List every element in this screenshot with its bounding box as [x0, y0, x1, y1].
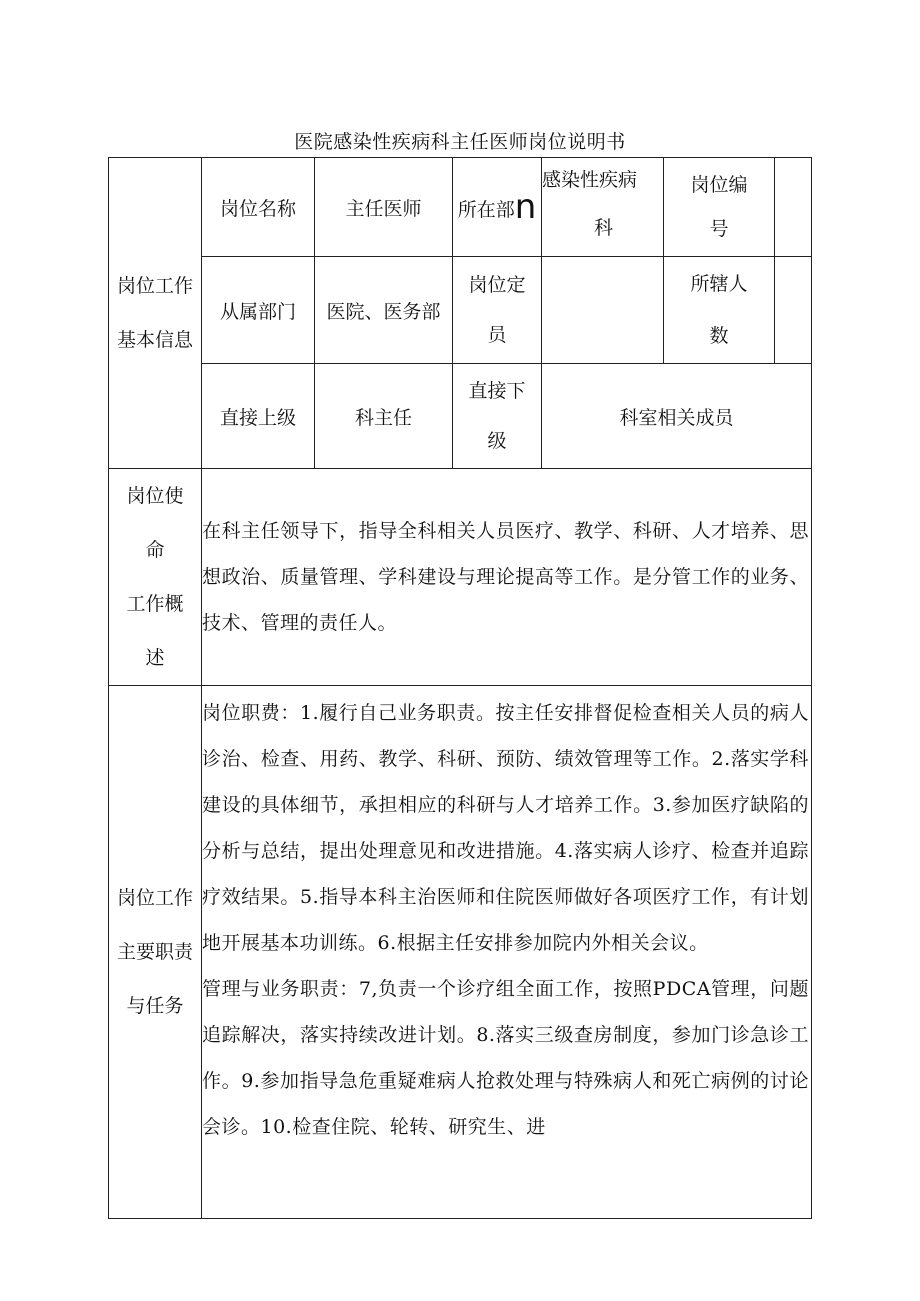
direct-sub-label-line1: 直接下	[468, 380, 526, 402]
duties-paragraph-1: 岗位职费：1.履行自己业务职责。按主任安排督促检查相关人员的病人诊治、检查、用药、教学、科研、预防、绩效管理等工作。2.落实学科建设的具体细节，承担相应的科研与人才培养工作。3.参加医疗缺陷的分析与总结，提出处理意见和改进措施。4.落实病人诊疗、检查并追踪疗效结果。5.指导本科主治医师和住院医师做好各项医疗工作，有计划地开展基本功训练。6.根据主任安排参加院内外相关会议。	[202, 702, 809, 954]
basic-info-section-label	[109, 158, 202, 469]
mission-label-line4: 述	[145, 647, 165, 669]
basic-info-label-line2: 基本信息	[116, 329, 193, 351]
staffing-value	[542, 257, 664, 364]
affiliation-label: 从属部门	[202, 257, 315, 364]
page-title: 医院感染性疾病科主任医师岗位说明书	[294, 131, 626, 153]
duties-section-label	[109, 686, 202, 1219]
subordinates-count-label-line1: 所辖人	[690, 273, 748, 295]
department-value-line1: 感染性疾病	[542, 169, 638, 191]
mission-text: 在科主任领导下，指导全科相关人员医疗、教学、科研、人才培养、思想政治、质量管理、学科建设与理论提高等工作。是分管工作的业务、技术、管理的责任人。	[202, 520, 809, 634]
mission-label-line3: 工作概	[126, 593, 184, 615]
department-value	[542, 158, 664, 257]
mission-label-line1: 岗位使	[126, 485, 184, 507]
duties-label-line2: 主要职责	[116, 941, 193, 963]
department-label-tail: n	[514, 187, 537, 227]
duties-label-line3: 与任务	[126, 995, 184, 1017]
duties-paragraph-2: 管理与业务职责：7,负责一个诊疗组全面工作，按照PDCA管理，问题追踪解决，落实持续改进计划。8.落实三级查房制度，参加门诊急诊工作。9.参加指导急危重疑难病人抢救处理与特殊病人和死亡病例的讨论会诊。10.检查住院、轮转、研究生、进	[202, 978, 809, 1138]
department-label	[453, 158, 542, 257]
post-code-label	[664, 158, 775, 257]
direct-sub-label-line2: 级	[487, 430, 507, 452]
direct-sub-label	[453, 364, 542, 469]
duties-label-line1: 岗位工作	[116, 887, 193, 909]
subordinates-count-label	[664, 257, 775, 364]
post-code-value	[775, 158, 812, 257]
mission-label-line2: 命	[145, 539, 165, 561]
mission-section-label	[109, 469, 202, 686]
post-code-label-line1: 岗位编	[690, 174, 748, 196]
direct-sub-value: 科室相关成员	[542, 364, 812, 469]
subordinates-count-value	[775, 257, 812, 364]
post-code-label-line2: 号	[709, 218, 729, 240]
post-name-value: 主任医师	[315, 158, 453, 257]
staffing-label-line2: 员	[487, 324, 507, 346]
superior-value: 科主任	[315, 364, 453, 469]
mission-text-cell	[202, 469, 812, 686]
subordinates-count-label-line2: 数	[709, 325, 729, 347]
staffing-label	[453, 257, 542, 364]
job-description-table	[108, 157, 812, 1219]
staffing-label-line1: 岗位定	[468, 274, 526, 296]
department-value-line2: 科	[594, 217, 614, 239]
affiliation-value: 医院、医务部	[315, 257, 453, 364]
basic-info-label-line1: 岗位工作	[116, 275, 193, 297]
duties-text-cell	[202, 686, 812, 1219]
superior-label: 直接上级	[202, 364, 315, 469]
post-name-label: 岗位名称	[202, 158, 315, 257]
department-label-text: 所在部	[457, 199, 515, 221]
